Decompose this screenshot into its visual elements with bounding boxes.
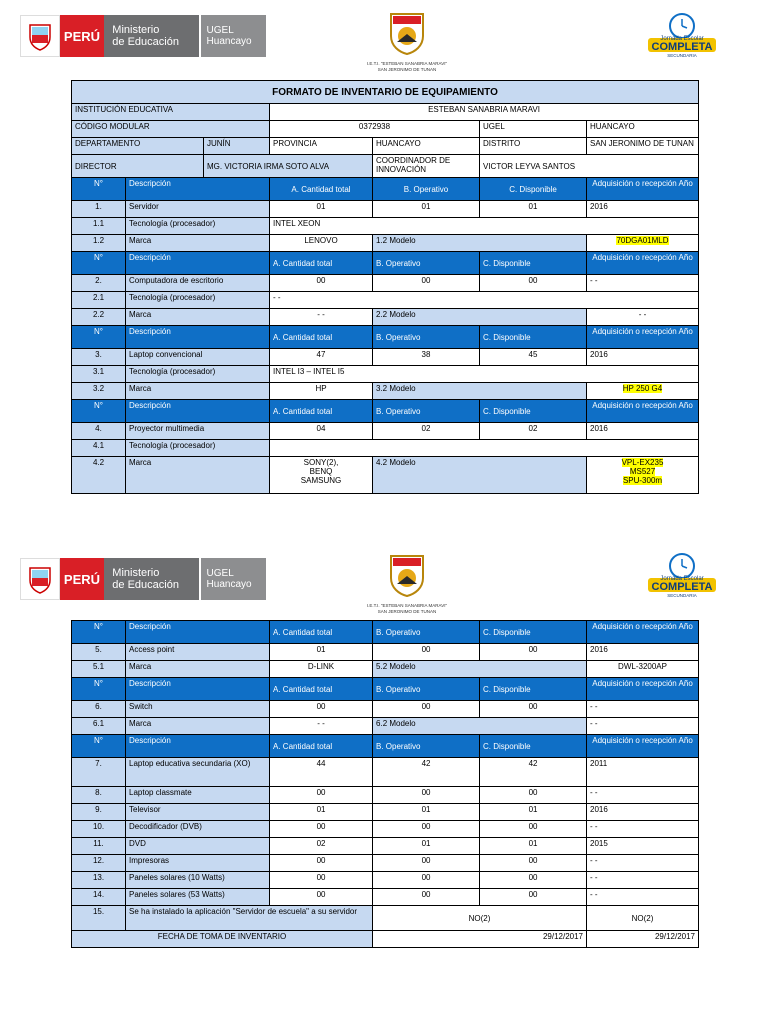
fecha-row	[72, 931, 699, 948]
table-row: 6. Switch 00 00 00 - -	[72, 701, 699, 718]
table-row: 1.1 Tecnología (procesador) INTEL XEON	[72, 218, 699, 235]
provincia-value: HUANCAYO	[373, 138, 480, 155]
form-title: FORMATO DE INVENTARIO DE EQUIPAMIENTO	[72, 81, 699, 104]
fecha-label: FECHA DE TOMA DE INVENTARIO	[72, 931, 373, 948]
peru-coat-of-arms-icon	[20, 558, 60, 600]
table-row: 9. Televisor 01 01 01 2016	[72, 804, 699, 821]
school-shield-icon	[389, 12, 425, 56]
departamento-label: DEPARTAMENTO	[72, 138, 204, 155]
fecha-value-1: 29/12/2017	[373, 931, 587, 948]
table-row: 8. Laptop classmate 00 00 00 - -	[72, 787, 699, 804]
table-header-row: N° Descripción A. Cantidad total B. Operativo C. Disponible Adquisición o recepción Año	[72, 678, 699, 701]
director-label: DIRECTOR	[72, 155, 204, 178]
school-shield-icon	[389, 554, 425, 598]
fecha-value-2: 29/12/2017	[587, 931, 699, 948]
coordinador-value: VICTOR LEYVA SANTOS	[480, 155, 699, 178]
school-emblem: I.E.T.I. "ESTEBAN SANABRIA MARAVI" SAN JERONIMO DE TUNAN	[352, 554, 462, 615]
table-header-row: N° Descripción A. Cantidad total B. Operativo C. Disponible Adquisición o recepción Año	[72, 326, 699, 349]
table-header-row: N° Descripción A. Cantidad total B. Operativo C. Disponible Adquisición o recepción Año	[72, 252, 699, 275]
table-row: 12. Impresoras 00 00 00 - -	[72, 855, 699, 872]
peru-coat-of-arms-icon	[20, 15, 60, 57]
table-row: 3. Laptop convencional 47 38 45 2016	[72, 349, 699, 366]
table-header-row: N° Descripción A. Cantidad total B. Operativo C. Disponible Adquisición o recepción Año	[72, 178, 699, 201]
jornada-escolar-logo	[646, 550, 718, 602]
table-row: 3.1 Tecnología (procesador) INTEL I3 – INTEL I5	[72, 366, 699, 383]
table-row: 7. Laptop educativa secundaria (XO) 44 42 42 2011	[72, 758, 699, 787]
table-header-row: N° Descripción A. Cantidad total B. Operativo C. Disponible Adquisición o recepción Año	[72, 621, 699, 644]
table-row: 1. Servidor 01 01 01 2016	[72, 201, 699, 218]
ugel-label-cell: UGEL	[480, 121, 587, 138]
ugel-label: UGEL Huancayo	[201, 15, 266, 57]
school-emblem: I.E.T.I. "ESTEBAN SANABRIA MARAVI" SAN JERONIMO DE TUNAN	[352, 12, 462, 73]
table-row: 2.2 Marca - - 2.2 Modelo - -	[72, 309, 699, 326]
table-row: 4.2 Marca SONY(2), BENQ SAMSUNG 4.2 Modelo VPL-EX235 MS527 SPU-300m	[72, 457, 699, 494]
institucion-value: ESTEBAN SANABRIA MARAVI	[270, 104, 699, 121]
inventory-table-2	[71, 620, 699, 948]
table-row: 13. Paneles solares (10 Watts) 00 00 00 - -	[72, 872, 699, 889]
minedu-logo	[20, 15, 266, 57]
distrito-label: DISTRITO	[480, 138, 587, 155]
table-row: 1.2 Marca LENOVO 1.2 Modelo 70DGA01MLD	[72, 235, 699, 252]
page-header-1	[0, 10, 768, 80]
jornada-line2: COMPLETA	[651, 581, 713, 593]
table-row: 5.1 Marca D-LINK 5.2 Modelo DWL-3200AP	[72, 661, 699, 678]
codigo-value: 0372938	[270, 121, 480, 138]
minedu-logo	[20, 558, 266, 600]
inventory-table-1	[71, 80, 699, 494]
jornada-line3: SECUNDARIA	[667, 53, 697, 58]
table-row: 11. DVD 02 01 01 2015	[72, 838, 699, 855]
table-header-row: N° Descripción A. Cantidad total B. Operativo C. Disponible Adquisición o recepción Año	[72, 735, 699, 758]
provincia-label: PROVINCIA	[270, 138, 373, 155]
table-row: 5. Access point 01 00 00 2016	[72, 644, 699, 661]
jornada-line1: Jornada Escolar	[660, 576, 704, 582]
departamento-value: JUNÍN	[204, 138, 270, 155]
jornada-line1: Jornada Escolar	[660, 36, 704, 42]
table-row: 4.1 Tecnología (procesador)	[72, 440, 699, 457]
jornada-line3: SECUNDARIA	[667, 593, 697, 598]
jornada-line2: COMPLETA	[651, 41, 713, 53]
table-row: 2.1 Tecnología (procesador) - -	[72, 292, 699, 309]
table-row: 6.1 Marca - - 6.2 Modelo - -	[72, 718, 699, 735]
page-header-2	[0, 548, 768, 618]
ministerio-label: Ministerio de Educación	[104, 558, 198, 600]
peru-label: PERÚ	[60, 15, 105, 57]
table-row: 15. Se ha instalado la aplicación "Servidor de escuela" a su servidor NO(2) NO(2)	[72, 906, 699, 931]
ugel-value: HUANCAYO	[587, 121, 699, 138]
ministerio-label: Ministerio de Educación	[104, 15, 198, 57]
table-header-row: N° Descripción A. Cantidad total B. Operativo C. Disponible Adquisición o recepción Año	[72, 400, 699, 423]
table-row: 10. Decodificador (DVB) 00 00 00 - -	[72, 821, 699, 838]
table-row: 4. Proyector multimedia 04 02 02 2016	[72, 423, 699, 440]
institucion-label: INSTITUCIÓN EDUCATIVA	[72, 104, 270, 121]
table-row: 3.2 Marca HP 3.2 Modelo HP 250 G4	[72, 383, 699, 400]
coordinador-label: COORDINADOR DE INNOVACIÓN	[373, 155, 480, 178]
director-value: MG. VICTORIA IRMA SOTO ALVA	[204, 155, 373, 178]
table-row: 14. Paneles solares (53 Watts) 00 00 00 - -	[72, 889, 699, 906]
ugel-label: UGEL Huancayo	[201, 558, 266, 600]
distrito-value: SAN JERONIMO DE TUNAN	[587, 138, 699, 155]
table-row: 2. Computadora de escritorio 00 00 00 - -	[72, 275, 699, 292]
peru-label: PERÚ	[60, 558, 105, 600]
jornada-escolar-logo	[646, 10, 718, 62]
codigo-label: CÓDIGO MODULAR	[72, 121, 270, 138]
